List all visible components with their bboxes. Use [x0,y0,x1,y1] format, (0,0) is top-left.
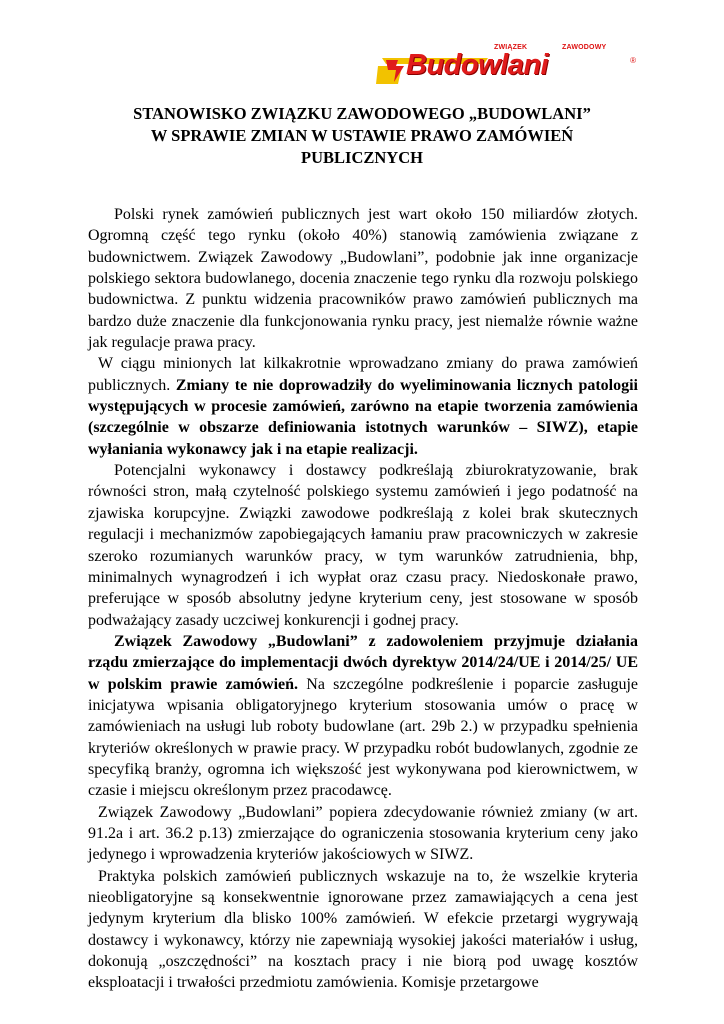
paragraph-5: Związek Zawodowy „Budowlani” popiera zdecydowanie również zmiany (w art. 91.2a i art. 36.2 p.13) zmierzające do ograniczenia stosowania kryterium ceny jako jedynego i wprowadzenia kryteriów jakościowych w SIWZ. [88,803,638,864]
title-line-2: W SPRAWIE ZMIAN W USTAWIE PRAWO ZAMÓWIEŃ [150,126,574,145]
logo-registered-mark: ® [630,56,636,65]
paragraph-2-text: W ciągu minionych lat kilkakrotnie wprowadzano zmiany do prawa zamówień publicznych. [88,355,638,394]
logo-wordmark: Budowlani [406,49,549,81]
budowlani-logo [376,44,636,90]
paragraph-4 [88,631,638,802]
paragraph-4-text: Na szczególne podkreślenie i poparcie zasługuje inicjatywa wpisania obligatoryjnego kryterium stosowania umów o pracę w zamówieniach na usługi lub roboty budowlane (art. 29b 2.) w przypadku spełnienia kryteriów określonych w prawie pracy. W przypadku robót budowlanych, zgodnie ze specyfiką branży, ogromna ich większość jest wykonywana pod kierownictwem, w czasie i miejscu określonym przez pracodawcę. [88,675,639,800]
title-line-3: PUBLICZNYCH [301,148,423,167]
paragraph-3: Potencjalni wykonawcy i dostawcy podkreślają zbiurokratyzowanie, brak równości stron, małą czytelność polskiego systemu zamówień i jego podatność na zjawiska korupcyjne. Związki zawodowe podkreślają z kolei brak skutecznych regulacji i mechanizmów zapobiegających łamaniu praw pracowniczych w zakresie szeroko rozumianych warunków pracy, w tym warunków zatrudnienia, bhp, minimalnych wynagrodzeń i ich wypłat oraz czasu pracy. Niedoskonałe prawo, preferujące w sposób absolutny jedyne kryterium ceny, jest stosowane w sposób podważający zasady uczciwej konkurencji i godnej pracy. [88,462,638,629]
paragraph-6: Praktyka polskich zamówień publicznych wskazuje na to, że wszelkie kryteria nieobligatoryjne są konsekwentnie ignorowane przez zamawiających a cena jest jedynym kryterium dla blisko 100% zamówień. W efekcie przetargi wygrywają dostawcy i wykonawcy, którzy nie zapewniają wysokiej jakości materiałów i usług, dokonują „oszczędności” na kosztach pracy i nie biorą pod uwagę kosztów eksploatacji i trwałości przedmiotu zamówienia. Komisje przetargowe [88,867,638,992]
document-body [88,204,638,994]
paragraph-2 [88,353,638,460]
document-title [0,103,724,169]
paragraph-1: Polski rynek zamówień publicznych jest wart około 150 miliardów złotych. Ogromną część tego rynku (około 40%) stanowią zamówienia związane z budownictwem. Związek Zawodowy „Budowlani”, podobnie jak inne organizacje polskiego sektora budowlanego, docenia znaczenie tego rynku dla rozwoju polskiego budownictwa. Z punktu widzenia pracowników prawo zamówień publicznych ma bardzo duże znaczenie dla funkcjonowania rynku pracy, jest niemalże równie ważne jak regulacje prawa pracy. [88,206,638,352]
logo-small-text-right: ZAWODOWY [562,44,607,51]
logo-small-text-left: ZWIĄZEK [494,44,528,51]
paragraph-2-bold-text: Zmiany te nie doprowadziły do wyeliminowania licznych patologii występujących w procesie zamówień, zarówno na etapie tworzenia zamówienia (szczególnie w obszarze definiowania istotnych warunków – SIWZ), etapie wyłaniania wykonawcy jak i na etapie realizacji. [88,376,639,458]
title-line-1: STANOWISKO ZWIĄZKU ZAWODOWEGO „BUDOWLANI” [133,104,591,123]
paragraph-4-bold-text: Związek Zawodowy „Budowlani” z zadowoleniem przyjmuje działania rządu zmierzające do implementacji dwóch dyrektyw 2014/24/UE i 2014/25/ UE w polskim prawie zamówień. [88,632,638,693]
